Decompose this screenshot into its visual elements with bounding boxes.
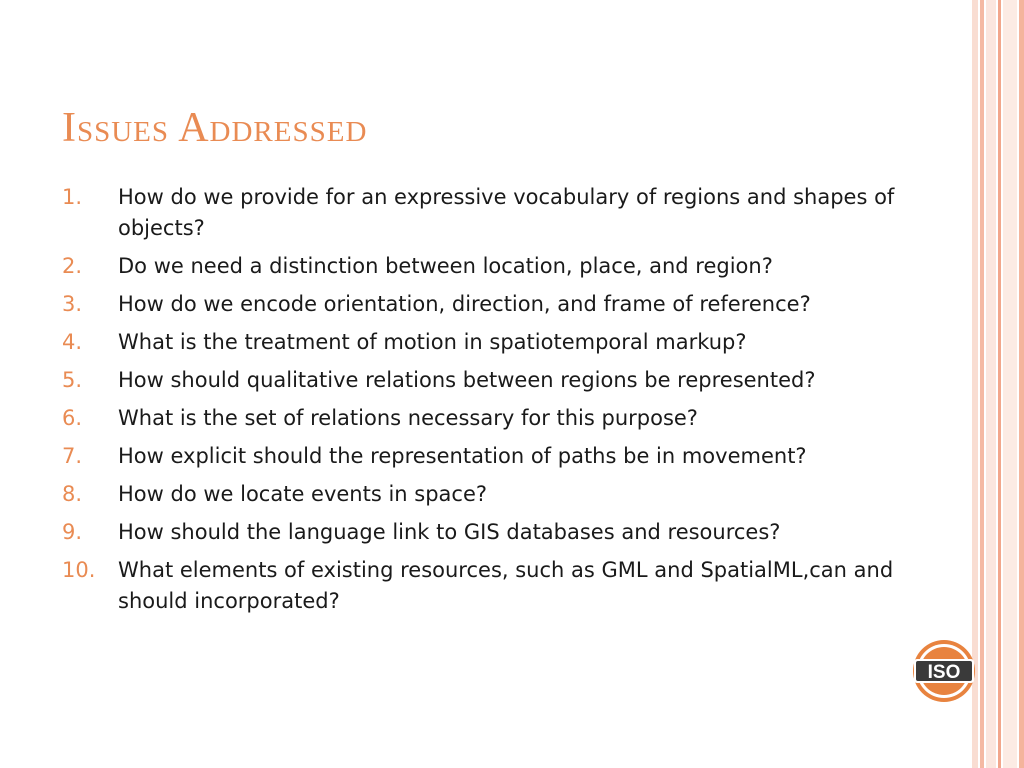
list-item-number: 9. (62, 520, 83, 544)
iso-logo-icon (910, 638, 978, 704)
list-item (62, 365, 922, 396)
list-item-text: How do we encode orientation, direction, and frame of reference? (118, 292, 811, 316)
list-item-number: 4. (62, 330, 83, 354)
list-item-number: 5. (62, 368, 83, 392)
list-item-text: How do we provide for an expressive vocabulary of regions and shapes of objects? (118, 185, 895, 240)
list-item (62, 517, 922, 548)
list-item-number: 7. (62, 444, 83, 468)
decorative-stripe (1019, 0, 1024, 768)
list-item (62, 441, 922, 472)
slide-title: Issues Addressed (62, 105, 368, 151)
list-item-text: How should qualitative relations between regions be represented? (118, 368, 816, 392)
list-item-text: What is the set of relations necessary for this purpose? (118, 406, 698, 430)
list-item-number: 1. (62, 185, 83, 209)
list-item-number: 8. (62, 482, 83, 506)
list-item-number: 6. (62, 406, 83, 430)
decorative-stripe (980, 0, 984, 768)
decorative-stripe (986, 0, 996, 768)
list-item-number: 10. (62, 558, 96, 582)
list-item (62, 251, 922, 282)
list-item-number: 2. (62, 254, 83, 278)
decorative-stripe (1003, 0, 1017, 768)
list-item-text: How do we locate events in space? (118, 482, 488, 506)
list-item-text: What elements of existing resources, such as GML and SpatialML,can and should incorporated? (118, 558, 894, 613)
list-item-text: How should the language link to GIS databases and resources? (118, 520, 781, 544)
list-item (62, 403, 922, 434)
list-item (62, 289, 922, 320)
list-item-text: How explicit should the representation of paths be in movement? (118, 444, 807, 468)
issues-list (62, 182, 922, 624)
list-item (62, 182, 922, 244)
list-item-text: What is the treatment of motion in spatiotemporal markup? (118, 330, 747, 354)
list-item-text: Do we need a distinction between location, place, and region? (118, 254, 773, 278)
list-item (62, 479, 922, 510)
list-item (62, 555, 922, 617)
list-item (62, 327, 922, 358)
list-item-number: 3. (62, 292, 83, 316)
iso-logo-text: ISO (927, 662, 961, 683)
decorative-stripe (998, 0, 1001, 768)
